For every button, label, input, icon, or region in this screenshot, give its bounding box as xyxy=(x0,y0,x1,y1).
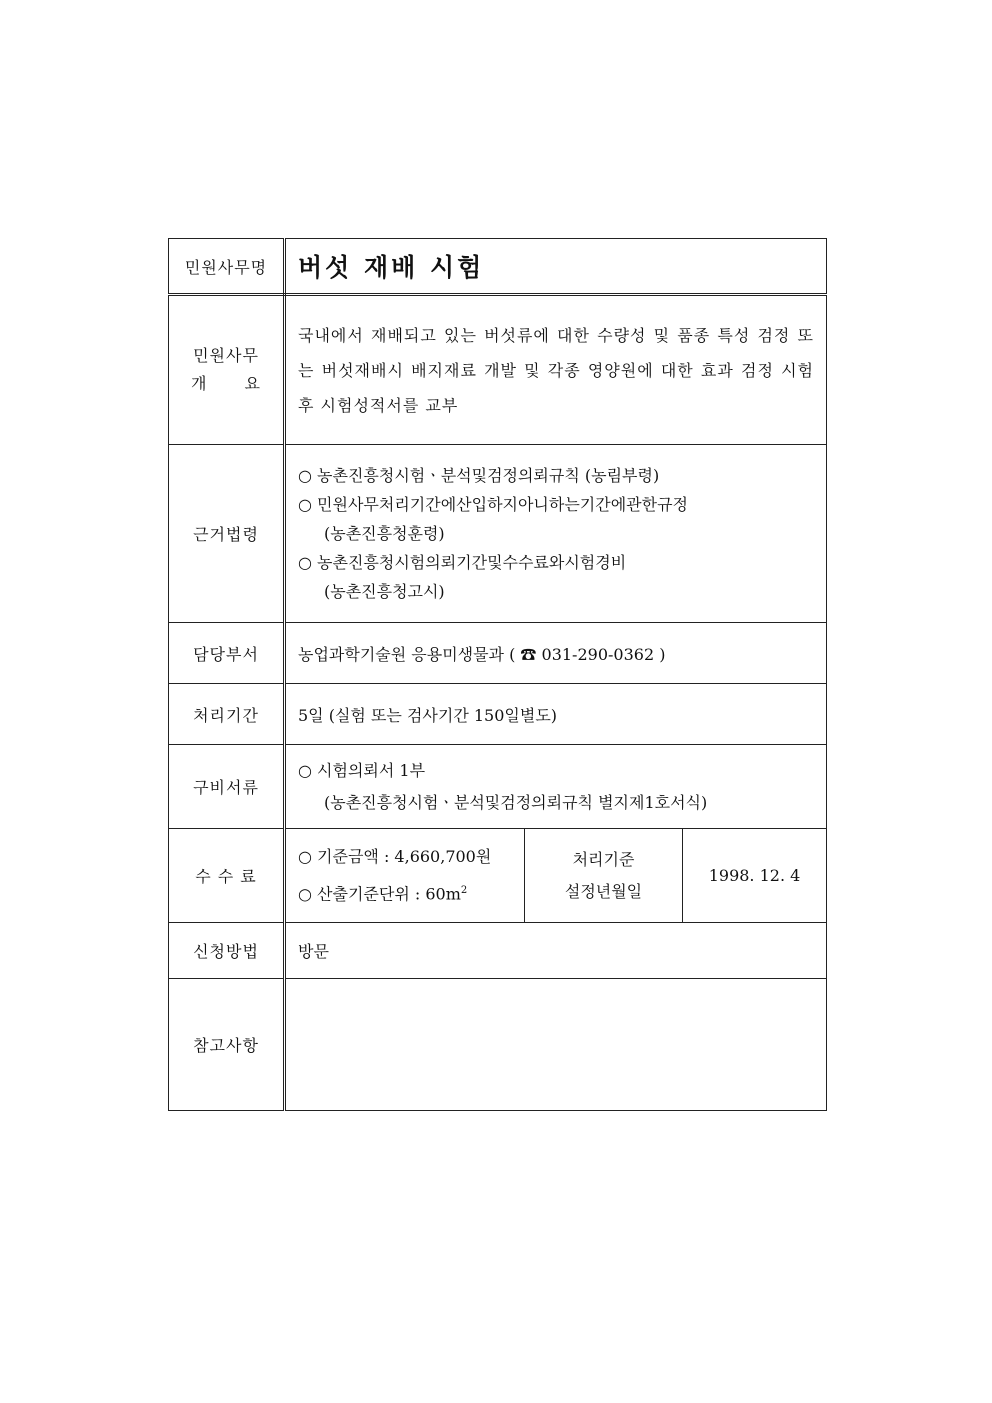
row-law xyxy=(169,445,827,623)
fee-unit-sup: 2 xyxy=(460,884,468,896)
overview-label-char2: 요 xyxy=(244,374,261,393)
notes-label: 참고사항 xyxy=(169,979,285,1111)
fee-base-amount: ○ 기준금액 : 4,660,700원 xyxy=(298,846,492,866)
page-title: 버섯 재배 시험 xyxy=(298,253,485,282)
law-item: (농촌진흥청고시) xyxy=(324,582,445,601)
title-label: 민원사무명 xyxy=(169,239,285,295)
law-item: ○ 민원사무처리기간에산입하지아니하는기간에관한규정 xyxy=(298,495,688,514)
overview-text: 국내에서 재배되고 있는 버섯류에 대한 수량성 및 품종 특성 검정 또는 버섯재배시 배지재료 개발 및 각종 영양원에 대한 효과 검정 시험 후 시험성적서를 교부 xyxy=(285,295,827,445)
fee-details xyxy=(285,829,525,923)
row-docs xyxy=(169,745,827,829)
overview-label-line2 xyxy=(169,370,283,398)
law-item: ○ 농촌진흥청시험의뢰기간및수수료와시험경비 xyxy=(298,553,627,572)
docs-label: 구비서류 xyxy=(169,745,285,829)
fee-label: 수 수 료 xyxy=(169,829,285,923)
period-label: 처리기간 xyxy=(169,684,285,745)
fee-unit-line xyxy=(298,874,512,911)
fee-criteria-line2: 설정년월일 xyxy=(564,881,643,901)
form-table xyxy=(168,238,827,1111)
law-item: (농촌진흥청훈령) xyxy=(324,524,445,543)
row-dept xyxy=(169,623,827,684)
period-value: 5일 (실험 또는 검사기간 150일별도) xyxy=(285,684,827,745)
notes-value xyxy=(285,979,827,1111)
row-period xyxy=(169,684,827,745)
overview-label-char1: 개 xyxy=(191,374,208,393)
fee-date: 1998. 12. 4 xyxy=(683,829,827,923)
law-label: 근거법령 xyxy=(169,445,285,623)
dept-label: 담당부서 xyxy=(169,623,285,684)
civil-affairs-form xyxy=(168,238,826,1111)
method-label: 신청방법 xyxy=(169,923,285,979)
row-overview xyxy=(169,295,827,445)
overview-label xyxy=(169,295,285,445)
row-method xyxy=(169,923,827,979)
dept-value: 농업과학기술원 응용미생물과 ( ☎ 031-290-0362 ) xyxy=(285,623,827,684)
law-list xyxy=(285,445,827,623)
law-item: ○ 농촌진흥청시험ㆍ분석및검정의뢰규칙 (농림부령) xyxy=(298,466,660,485)
overview-label-line1: 민원사무 xyxy=(193,346,259,365)
fee-criteria-label xyxy=(525,829,683,923)
method-value: 방문 xyxy=(285,923,827,979)
row-title xyxy=(169,239,827,295)
fee-unit: ○ 산출기준단위 : 60m xyxy=(298,884,461,904)
row-notes xyxy=(169,979,827,1111)
docs-line: ○ 시험의뢰서 1부 xyxy=(298,760,426,780)
fee-criteria-line1: 처리기준 xyxy=(572,849,635,869)
row-fee xyxy=(169,829,827,923)
docs-line: (농촌진흥청시험ㆍ분석및검정의뢰규칙 별지제1호서식) xyxy=(324,792,708,812)
